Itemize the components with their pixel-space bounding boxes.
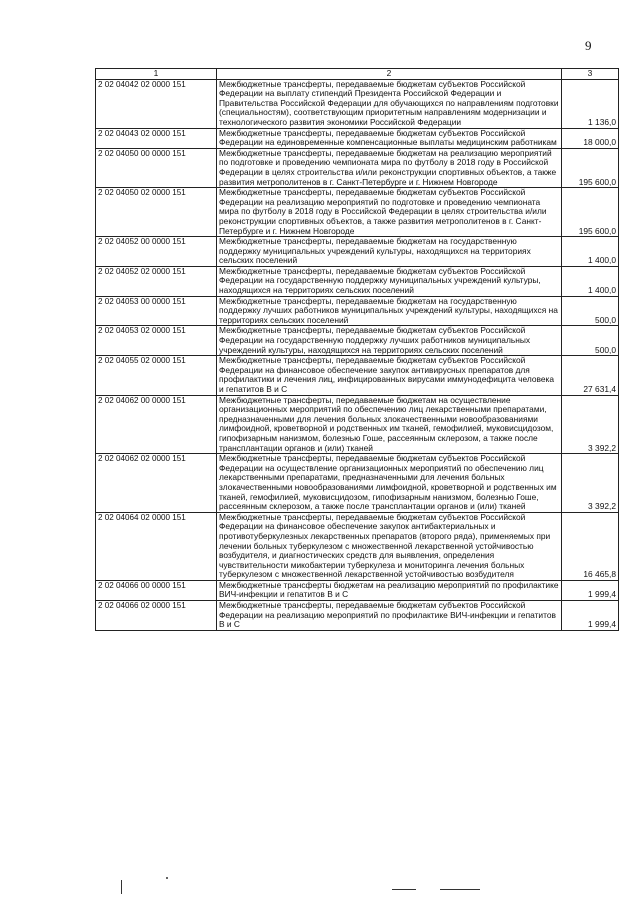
amount-cell: 1 400,0 [562, 266, 619, 296]
table-row [96, 266, 619, 296]
amount-cell: 3 392,2 [562, 395, 619, 454]
description-cell: Межбюджетные трансферты, передаваемые бюджетам на государственную поддержку лучших работников муниципальных учреждений культуры, находящихся на территориях сельских поселений [217, 296, 562, 326]
description-cell: Межбюджетные трансферты, передаваемые бюджетам субъектов Российской Федерации на финансовое обеспечение закупок антивирусных препаратов для профилактики и лечения лиц, инфицированных вирусами иммунодефицита человека и гепатитов В и С [217, 356, 562, 395]
description-cell: Межбюджетные трансферты, передаваемые бюджетам субъектов Российской Федерации на финансовое обеспечение закупок антибактериальных и противотуберкулезных лекарственных препаратов (второго ряда), применяемых при лечении больных туберкулезом с множественной лекарственной устойчивостью возбудителя, и диагностических средств для выявления, определения чувствительности микобактерии туберкулеза и мониторинга лечения больных туберкулезом с множественной лекарственной устойчивостью возбудителя [217, 512, 562, 580]
table-row [96, 237, 619, 267]
table-row [96, 188, 619, 237]
code-cell: 2 02 04052 00 0000 151 [96, 237, 217, 267]
description-cell: Межбюджетные трансферты, передаваемые бюджетам субъектов Российской Федерации на государственную поддержку муниципальных учреждений культуры, находящихся на территориях сельских поселений [217, 266, 562, 296]
amount-cell: 1 999,4 [562, 601, 619, 631]
amount-cell: 1 136,0 [562, 79, 619, 128]
amount-cell: 500,0 [562, 296, 619, 326]
description-cell: Межбюджетные трансферты, передаваемые бюджетам субъектов Российской Федерации на осуществление организационных мероприятий по обеспечению лиц лекарственными препаратами, предназначенными для лечения больных злокачественными новообразованиями лимфоидной, кроветворной и родственных им тканей, гемофилией, муковисцидозом, гипофизарным нанизмом, болезнью Гоше, рассеянным склерозом, а также после трансплантации органов и (или) тканей [217, 454, 562, 513]
table-row [96, 326, 619, 356]
description-cell: Межбюджетные трансферты, передаваемые бюджетам субъектов Российской Федерации на единовременные компенсационные выплаты медицинским работникам [217, 128, 562, 148]
code-cell: 2 02 04062 00 0000 151 [96, 395, 217, 454]
table-row [96, 395, 619, 454]
description-cell: Межбюджетные трансферты, передаваемые бюджетам субъектов Российской Федерации на реализацию мероприятий по подготовке и проведению чемпионата мира по футболу в 2018 году в Российской Федерации в целях строительства и/или реконструкции спортивных объектов, а также развития метрополитенов в г. Санкт-Петербурге и г. Нижнем Новгороде [217, 188, 562, 237]
column-header-description: 2 [217, 69, 562, 80]
code-cell: 2 02 04053 02 0000 151 [96, 326, 217, 356]
code-cell: 2 02 04055 02 0000 151 [96, 356, 217, 395]
amount-cell: 18 000,0 [562, 128, 619, 148]
description-cell: Межбюджетные трансферты, передаваемые бюджетам на государственную поддержку муниципальных учреждений культуры, находящихся на территориях сельских поселений [217, 237, 562, 267]
code-cell: 2 02 04062 02 0000 151 [96, 454, 217, 513]
table-row [96, 512, 619, 580]
amount-cell: 3 392,2 [562, 454, 619, 513]
code-cell: 2 02 04064 02 0000 151 [96, 512, 217, 580]
scan-artifact [121, 880, 122, 894]
amount-cell: 500,0 [562, 326, 619, 356]
amount-cell: 16 465,8 [562, 512, 619, 580]
column-header-amount: 3 [562, 69, 619, 80]
code-cell: 2 02 04042 02 0000 151 [96, 79, 217, 128]
table-row [96, 454, 619, 513]
description-cell: Межбюджетные трансферты, передаваемые бюджетам субъектов Российской Федерации на государственную поддержку лучших работников муниципальных учреждений культуры, находящихся на территориях сельских поселений [217, 326, 562, 356]
code-cell: 2 02 04043 02 0000 151 [96, 128, 217, 148]
amount-cell: 1 999,4 [562, 580, 619, 600]
code-cell: 2 02 04050 02 0000 151 [96, 188, 217, 237]
page-number: 9 [585, 38, 592, 53]
code-cell: 2 02 04066 02 0000 151 [96, 601, 217, 631]
table-row [96, 296, 619, 326]
code-cell: 2 02 04050 00 0000 151 [96, 148, 217, 187]
amount-cell: 195 600,0 [562, 188, 619, 237]
description-cell: Межбюджетные трансферты, передаваемые бюджетам субъектов Российской Федерации на реализацию мероприятий по профилактике ВИЧ-инфекции и гепатитов В и С [217, 601, 562, 631]
description-cell: Межбюджетные трансферты бюджетам на реализацию мероприятий по профилактике ВИЧ-инфекции и гепатитов В и С [217, 580, 562, 600]
scan-artifact [392, 889, 416, 890]
scan-artifact [440, 889, 480, 890]
column-header-code: 1 [96, 69, 217, 80]
code-cell: 2 02 04053 00 0000 151 [96, 296, 217, 326]
description-cell: Межбюджетные трансферты, передаваемые бюджетам субъектов Российской Федерации на выплату стипендий Президента Российской Федерации и Правительства Российской Федерации для обучающихся по направлениям подготовки (специальностям), соответствующим приоритетным направлениям модернизации и технологического развития экономики Российской Федерации [217, 79, 562, 128]
table-row [96, 79, 619, 128]
amount-cell: 195 600,0 [562, 148, 619, 187]
amount-cell: 1 400,0 [562, 237, 619, 267]
description-cell: Межбюджетные трансферты, передаваемые бюджетам на реализацию мероприятий по подготовке и проведению чемпионата мира по футболу в 2018 году в Российской Федерации в целях строительства и/или реконструкции спортивных объектов, а также развития метрополитенов в г. Санкт-Петербурге и г. Нижнем Новгороде [217, 148, 562, 187]
scan-artifact [166, 877, 168, 879]
description-cell: Межбюджетные трансферты, передаваемые бюджетам на осуществление организационных мероприятий по обеспечению лиц лекарственными препаратами, предназначенными для лечения больных злокачественными новообразованиями лимфоидной, кроветворной и родственных им тканей, гемофилией, муковисцидозом, гипофизарным нанизмом, болезнью Гоше, рассеянным склерозом, а также после трансплантации органов и (или) тканей [217, 395, 562, 454]
code-cell: 2 02 04052 02 0000 151 [96, 266, 217, 296]
table-row [96, 601, 619, 631]
table-row [96, 356, 619, 395]
table-row [96, 580, 619, 600]
table-header-row [96, 69, 619, 80]
table-row [96, 128, 619, 148]
table-row [96, 148, 619, 187]
budget-table [95, 68, 619, 631]
code-cell: 2 02 04066 00 0000 151 [96, 580, 217, 600]
amount-cell: 27 631,4 [562, 356, 619, 395]
